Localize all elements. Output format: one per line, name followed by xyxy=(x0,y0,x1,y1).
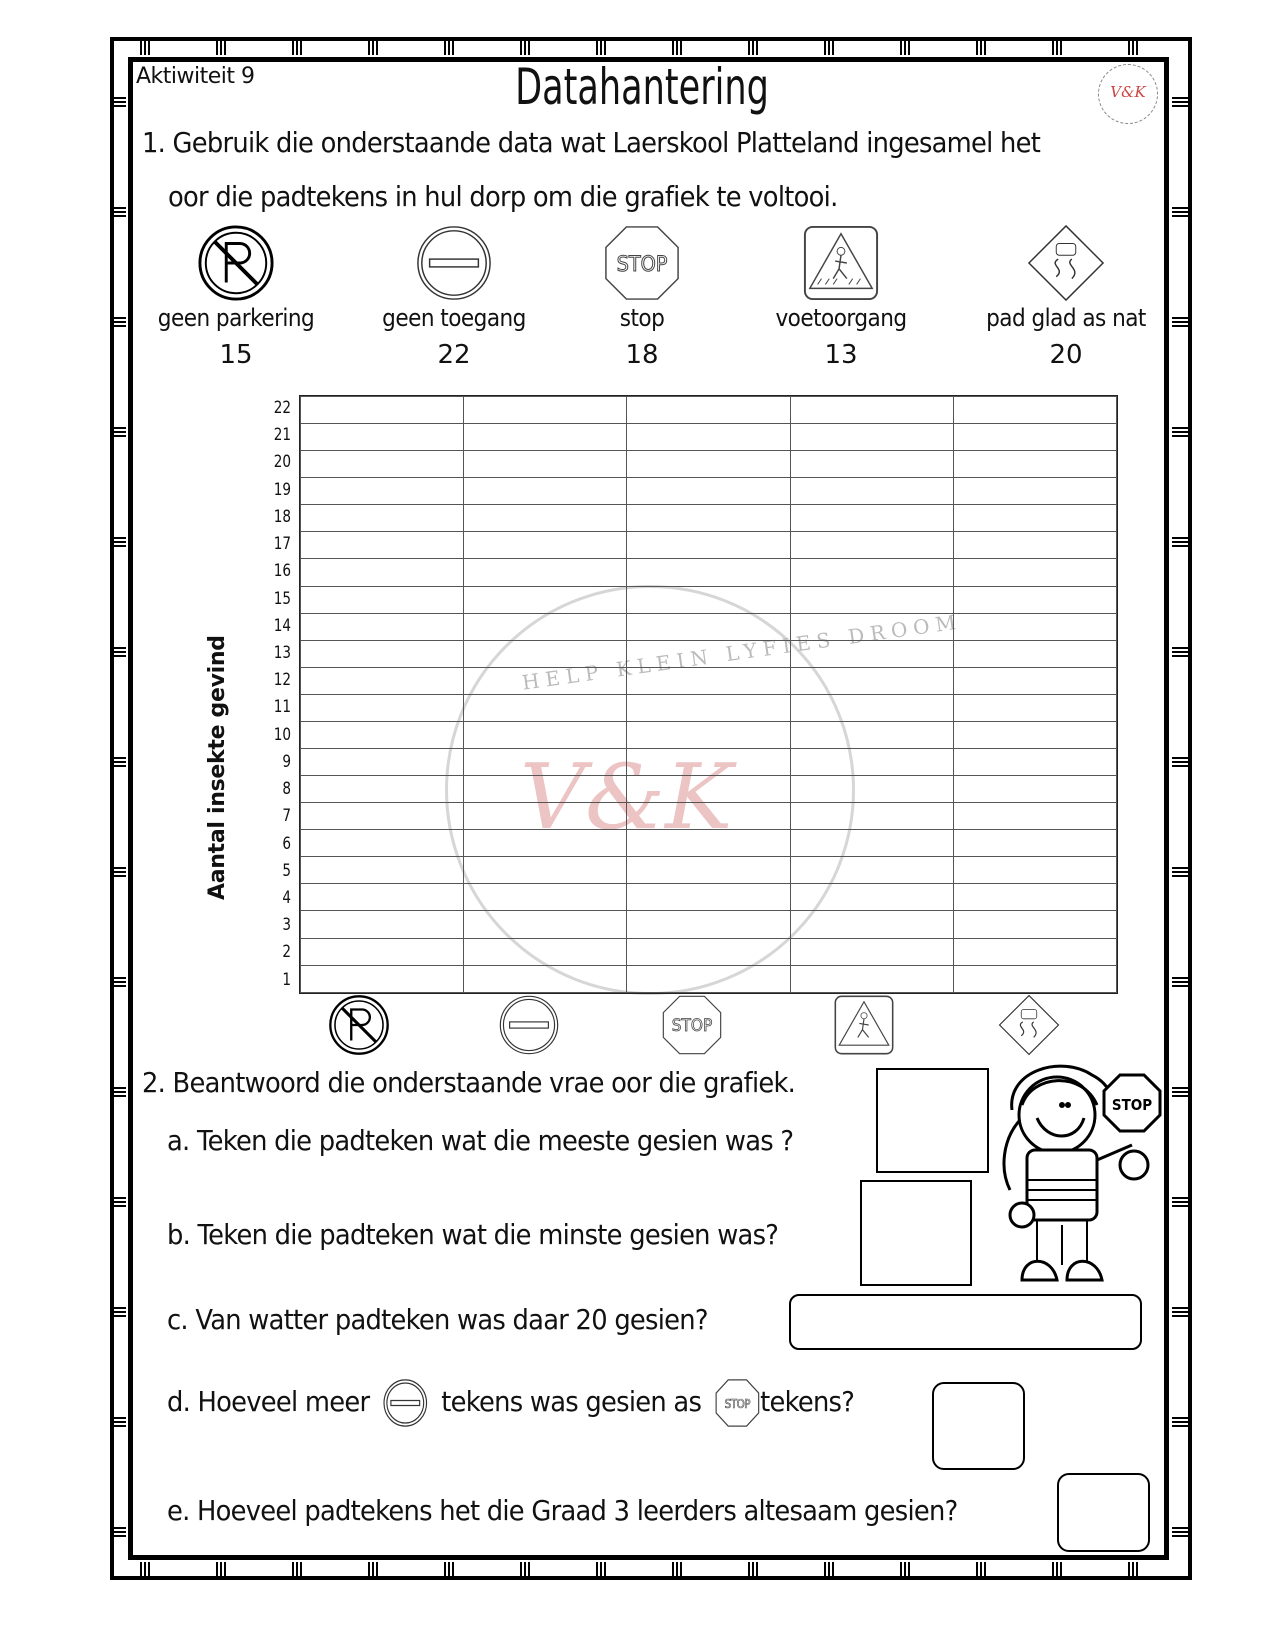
graph-cell[interactable] xyxy=(627,911,790,938)
sign-label-stop: stop xyxy=(619,304,665,332)
graph-row xyxy=(301,721,1117,748)
svg-text:STOP: STOP xyxy=(671,1016,713,1037)
graph-cell[interactable] xyxy=(301,884,464,911)
graph-cell[interactable] xyxy=(627,478,790,505)
answer-box-a[interactable] xyxy=(876,1068,989,1173)
sign-count-no-entry: 22 xyxy=(437,340,471,370)
graph-cell[interactable] xyxy=(464,532,627,559)
graph-cell[interactable] xyxy=(301,938,464,965)
graph-cell[interactable] xyxy=(953,667,1116,694)
y-tick: 6 xyxy=(282,833,291,854)
graph-cell[interactable] xyxy=(464,803,627,830)
graph-cell[interactable] xyxy=(790,478,953,505)
graph-cell[interactable] xyxy=(464,586,627,613)
graph-cell[interactable] xyxy=(464,478,627,505)
graph-cell[interactable] xyxy=(301,640,464,667)
svg-text:STOP: STOP xyxy=(616,251,668,277)
graph-cell[interactable] xyxy=(464,965,627,992)
question-2b: b. Teken die padteken wat die minste gesien was? xyxy=(167,1218,779,1251)
graph-cell[interactable] xyxy=(953,938,1116,965)
y-tick: 7 xyxy=(282,806,291,827)
graph-cell[interactable] xyxy=(953,857,1116,884)
graph-row xyxy=(301,803,1117,830)
graph-cell[interactable] xyxy=(953,559,1116,586)
graph-cell[interactable] xyxy=(790,559,953,586)
graph-cell[interactable] xyxy=(627,749,790,776)
graph-cell[interactable] xyxy=(627,424,790,451)
graph-cell[interactable] xyxy=(953,640,1116,667)
graph-row xyxy=(301,911,1117,938)
graph-cells[interactable] xyxy=(300,396,1117,993)
question-2d-part3: tekens? xyxy=(760,1385,855,1418)
graph-row xyxy=(301,397,1117,424)
graph-row xyxy=(301,884,1117,911)
graph-cell[interactable] xyxy=(464,721,627,748)
graph-cell[interactable] xyxy=(627,830,790,857)
graph-cell[interactable] xyxy=(627,938,790,965)
answer-box-c[interactable] xyxy=(789,1294,1142,1350)
y-tick: 13 xyxy=(273,642,291,663)
graph-cell[interactable] xyxy=(464,830,627,857)
graph-cell[interactable] xyxy=(301,586,464,613)
graph-cell[interactable] xyxy=(464,451,627,478)
x-axis-no-entry-icon xyxy=(498,994,560,1056)
graph-row xyxy=(301,857,1117,884)
brand-logo-icon xyxy=(1098,64,1158,124)
graph-row xyxy=(301,586,1117,613)
graph-cell[interactable] xyxy=(301,451,464,478)
graph-cell[interactable] xyxy=(627,857,790,884)
graph-cell[interactable] xyxy=(301,749,464,776)
bar-graph-grid[interactable] xyxy=(299,395,1118,994)
graph-cell[interactable] xyxy=(627,559,790,586)
graph-cell[interactable] xyxy=(301,667,464,694)
sign-count-slippery-road: 20 xyxy=(1049,340,1083,370)
answer-box-d[interactable] xyxy=(932,1382,1025,1470)
graph-row xyxy=(301,478,1117,505)
graph-row xyxy=(301,965,1117,992)
y-tick: 9 xyxy=(282,751,291,772)
graph-cell[interactable] xyxy=(301,505,464,532)
girl-holding-stop-sign-icon xyxy=(992,1050,1167,1290)
pedestrian-crossing-sign-icon xyxy=(802,224,880,302)
graph-cell[interactable] xyxy=(627,803,790,830)
graph-cell[interactable] xyxy=(627,532,790,559)
graph-cell[interactable] xyxy=(301,803,464,830)
graph-row xyxy=(301,938,1117,965)
graph-cell[interactable] xyxy=(790,694,953,721)
answer-box-e[interactable] xyxy=(1057,1473,1150,1552)
graph-cell[interactable] xyxy=(464,424,627,451)
sign-count-stop: 18 xyxy=(625,340,659,370)
x-axis-slippery-road-icon xyxy=(998,994,1060,1056)
y-tick: 14 xyxy=(273,615,291,636)
graph-cell[interactable] xyxy=(953,478,1116,505)
graph-cell[interactable] xyxy=(301,857,464,884)
graph-cell[interactable] xyxy=(953,451,1116,478)
graph-cell[interactable] xyxy=(464,857,627,884)
graph-row xyxy=(301,559,1117,586)
graph-cell[interactable] xyxy=(790,857,953,884)
graph-cell[interactable] xyxy=(464,694,627,721)
activity-label: Aktiwiteit 9 xyxy=(136,64,255,89)
graph-cell[interactable] xyxy=(301,965,464,992)
question-2c: c. Van watter padteken was daar 20 gesien? xyxy=(167,1303,708,1336)
border-pattern-top xyxy=(114,41,1188,55)
graph-cell[interactable] xyxy=(301,911,464,938)
svg-text:STOP: STOP xyxy=(724,1396,750,1412)
graph-cell[interactable] xyxy=(790,884,953,911)
graph-cell[interactable] xyxy=(790,749,953,776)
watermark-text: HELP KLEIN LYFIES DROOM xyxy=(520,609,964,695)
slippery-road-sign-icon xyxy=(1027,224,1105,302)
y-tick: 10 xyxy=(273,724,291,745)
no-entry-sign-icon xyxy=(382,1378,428,1428)
graph-cell[interactable] xyxy=(301,559,464,586)
graph-cell[interactable] xyxy=(627,613,790,640)
graph-cell[interactable] xyxy=(953,911,1116,938)
graph-cell[interactable] xyxy=(301,397,464,424)
graph-row xyxy=(301,532,1117,559)
graph-cell[interactable] xyxy=(464,667,627,694)
graph-cell[interactable] xyxy=(464,884,627,911)
graph-cell[interactable] xyxy=(464,640,627,667)
sign-count-no-parking: 15 xyxy=(219,340,253,370)
graph-row xyxy=(301,424,1117,451)
y-axis-title: Aantal insekte gevind xyxy=(205,635,230,900)
y-tick: 5 xyxy=(282,860,291,881)
graph-cell[interactable] xyxy=(627,640,790,667)
sign-label-pedestrian-crossing: voetoorgang xyxy=(775,304,907,332)
graph-cell[interactable] xyxy=(464,911,627,938)
stop-sign-icon xyxy=(714,1378,760,1428)
graph-cell[interactable] xyxy=(627,721,790,748)
question-2-heading: 2. Beantwoord die onderstaande vrae oor die grafiek. xyxy=(142,1066,796,1099)
graph-cell[interactable] xyxy=(301,694,464,721)
graph-cell[interactable] xyxy=(464,559,627,586)
sign-label-no-parking: geen parkering xyxy=(157,304,315,332)
page-title: Datahantering xyxy=(515,58,769,116)
stop-text: STOP xyxy=(1111,1096,1153,1114)
graph-cell[interactable] xyxy=(953,586,1116,613)
graph-cell[interactable] xyxy=(790,803,953,830)
graph-cell[interactable] xyxy=(790,586,953,613)
graph-cell[interactable] xyxy=(790,424,953,451)
y-tick: 12 xyxy=(273,670,291,691)
y-tick: 22 xyxy=(273,398,291,418)
question-1-line-2: oor die padtekens in hul dorp om die grafiek te voltooi. xyxy=(168,180,838,213)
graph-cell[interactable] xyxy=(627,397,790,424)
y-tick: 1 xyxy=(282,969,291,990)
graph-cell[interactable] xyxy=(464,938,627,965)
graph-row xyxy=(301,640,1117,667)
question-2a: a. Teken die padteken wat die meeste gesien was ? xyxy=(167,1124,794,1157)
x-axis-stop-icon xyxy=(661,994,723,1056)
y-tick: 4 xyxy=(282,887,291,908)
graph-cell[interactable] xyxy=(627,694,790,721)
sign-count-pedestrian-crossing: 13 xyxy=(824,340,858,370)
graph-cell[interactable] xyxy=(790,505,953,532)
graph-cell[interactable] xyxy=(953,613,1116,640)
graph-cell[interactable] xyxy=(627,586,790,613)
y-tick: 18 xyxy=(273,506,291,527)
graph-cell[interactable] xyxy=(953,776,1116,803)
sign-label-no-entry: geen toegang xyxy=(382,304,526,332)
graph-cell[interactable] xyxy=(953,749,1116,776)
graph-cell[interactable] xyxy=(464,749,627,776)
graph-cell[interactable] xyxy=(301,721,464,748)
y-tick: 15 xyxy=(273,588,291,609)
graph-cell[interactable] xyxy=(953,397,1116,424)
graph-row xyxy=(301,830,1117,857)
watermark-monogram: V&K xyxy=(520,745,733,850)
graph-cell[interactable] xyxy=(953,532,1116,559)
y-tick: 19 xyxy=(273,479,291,500)
graph-cell[interactable] xyxy=(464,505,627,532)
graph-cell[interactable] xyxy=(627,451,790,478)
border-pattern-bottom xyxy=(114,1562,1188,1576)
y-tick: 21 xyxy=(273,425,291,446)
graph-cell[interactable] xyxy=(953,884,1116,911)
graph-cell[interactable] xyxy=(953,803,1116,830)
y-tick: 3 xyxy=(282,915,291,936)
graph-cell[interactable] xyxy=(790,667,953,694)
question-2d-part2: tekens was gesien as xyxy=(441,1385,702,1418)
graph-row xyxy=(301,749,1117,776)
graph-cell[interactable] xyxy=(953,721,1116,748)
x-axis-no-parking-icon xyxy=(328,994,390,1056)
graph-cell[interactable] xyxy=(790,532,953,559)
question-2d-part1: d. Hoeveel meer xyxy=(167,1385,370,1418)
graph-row xyxy=(301,667,1117,694)
graph-cell[interactable] xyxy=(301,478,464,505)
graph-cell[interactable] xyxy=(953,424,1116,451)
graph-cell[interactable] xyxy=(953,830,1116,857)
graph-row xyxy=(301,613,1117,640)
graph-cell[interactable] xyxy=(464,613,627,640)
no-entry-sign-icon xyxy=(415,224,493,302)
y-tick: 11 xyxy=(273,697,291,718)
graph-row xyxy=(301,505,1117,532)
graph-cell[interactable] xyxy=(627,667,790,694)
answer-box-b[interactable] xyxy=(860,1180,972,1286)
y-tick: 16 xyxy=(273,561,291,582)
border-pattern-left xyxy=(114,57,126,1560)
graph-cell[interactable] xyxy=(790,911,953,938)
graph-cell[interactable] xyxy=(790,451,953,478)
sign-label-slippery-road: pad glad as nat xyxy=(986,304,1146,332)
y-tick: 17 xyxy=(273,534,291,555)
question-1-line-1: 1. Gebruik die onderstaande data wat Laerskool Platteland ingesamel het xyxy=(142,126,1041,159)
y-tick: 8 xyxy=(282,779,291,800)
stop-sign-icon xyxy=(603,224,681,302)
graph-row xyxy=(301,694,1117,721)
graph-cell[interactable] xyxy=(953,694,1116,721)
graph-cell[interactable] xyxy=(301,613,464,640)
graph-cell[interactable] xyxy=(790,721,953,748)
graph-cell[interactable] xyxy=(627,776,790,803)
no-parking-sign-icon xyxy=(197,224,275,302)
graph-cell[interactable] xyxy=(790,776,953,803)
graph-cell[interactable] xyxy=(953,965,1116,992)
graph-row xyxy=(301,451,1117,478)
border-pattern-right xyxy=(1172,57,1188,1560)
y-tick: 2 xyxy=(282,942,291,963)
x-axis-pedestrian-crossing-icon xyxy=(833,994,895,1056)
graph-cell[interactable] xyxy=(790,938,953,965)
question-2e: e. Hoeveel padtekens het die Graad 3 leerders altesaam gesien? xyxy=(167,1494,958,1527)
graph-cell[interactable] xyxy=(953,505,1116,532)
y-axis-ticks xyxy=(255,395,291,994)
logo-text: V&K xyxy=(1110,83,1146,101)
graph-cell[interactable] xyxy=(790,830,953,857)
graph-cell[interactable] xyxy=(301,776,464,803)
graph-cell[interactable] xyxy=(790,613,953,640)
graph-cell[interactable] xyxy=(301,830,464,857)
graph-cell[interactable] xyxy=(790,397,953,424)
graph-cell[interactable] xyxy=(464,397,627,424)
y-tick: 20 xyxy=(273,452,291,473)
graph-row xyxy=(301,776,1117,803)
graph-cell[interactable] xyxy=(464,776,627,803)
graph-cell[interactable] xyxy=(301,424,464,451)
graph-cell[interactable] xyxy=(627,505,790,532)
graph-cell[interactable] xyxy=(627,965,790,992)
graph-cell[interactable] xyxy=(301,532,464,559)
graph-cell[interactable] xyxy=(627,884,790,911)
graph-cell[interactable] xyxy=(790,640,953,667)
graph-cell[interactable] xyxy=(790,965,953,992)
question-2d xyxy=(167,1378,854,1428)
